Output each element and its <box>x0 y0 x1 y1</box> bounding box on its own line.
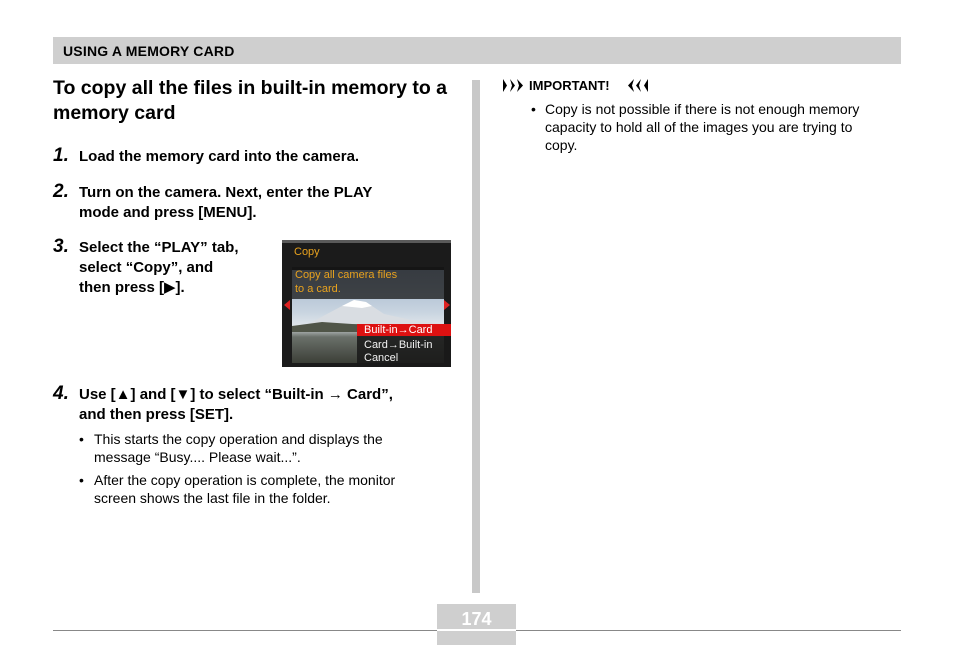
step-3-number: 3. <box>53 236 69 257</box>
important-bullet <box>531 100 901 154</box>
step-3-line-2: select “Copy”, and <box>79 259 214 276</box>
important-line-3: copy. <box>545 137 578 153</box>
screen-tab-line <box>282 240 451 243</box>
screen-title: Copy <box>294 246 320 258</box>
step-4-bullet-1 <box>79 430 459 466</box>
step-3-line-1: Select the “PLAY” tab, <box>79 239 239 256</box>
step-2-number: 2. <box>53 181 69 202</box>
important-line-2: capacity to hold all of the images you are trying to <box>545 119 853 135</box>
step-3-line-3: then press [▶]. <box>79 279 185 296</box>
step-4-bullet-2 <box>79 471 459 507</box>
step-4-number: 4. <box>53 383 69 404</box>
step-4-line-2: and then press [SET]. <box>79 406 234 423</box>
screen-message-line-2: to a card. <box>295 283 341 295</box>
step-2-line-1: Turn on the camera. Next, enter the PLAY <box>79 184 373 201</box>
step-2-line-2: mode and press [MENU]. <box>79 204 257 221</box>
section-header-bar <box>53 37 901 64</box>
screen-right-arrow-icon <box>444 300 450 310</box>
page-number-divider <box>437 629 516 631</box>
section-title: To copy all the files in built-in memory to a memory card <box>53 77 448 124</box>
screen-option-built-in-to-card: Built-in→Card <box>357 324 451 336</box>
screen-option-card-to-built-in: Card→Built-in <box>364 339 433 351</box>
section-header-label: USING A MEMORY CARD <box>63 43 235 59</box>
page-number: 174 <box>461 609 492 629</box>
important-line-1: Copy is not possible if there is not enough memory <box>545 101 860 117</box>
bullet-2-line-1: After the copy operation is complete, the monitor <box>94 472 396 488</box>
important-right-chevrons-icon <box>627 79 649 92</box>
column-divider <box>472 80 480 593</box>
step-1-text: Load the memory card into the camera. <box>79 148 360 165</box>
bullet-dot: • <box>531 101 536 117</box>
page-number-box <box>437 604 516 645</box>
bullet-dot: • <box>79 472 84 488</box>
screen-left-arrow-icon <box>284 300 290 310</box>
bullet-1-line-1: This starts the copy operation and displays the <box>94 431 383 447</box>
step-1-number: 1. <box>53 145 69 166</box>
step-4-line-1: Use [▲] and [▼] to select “Built-in → Card”, <box>79 386 393 403</box>
important-left-chevrons-icon <box>502 79 524 92</box>
bullet-1-line-2: message “Busy.... Please wait...”. <box>94 449 301 465</box>
screen-option-cancel: Cancel <box>364 352 399 364</box>
screen-message-line-1: Copy all camera files <box>295 269 398 281</box>
important-label: IMPORTANT! <box>529 78 610 93</box>
camera-screen <box>282 240 451 367</box>
bullet-dot: • <box>79 431 84 447</box>
bullet-2-line-2: screen shows the last file in the folder. <box>94 490 331 506</box>
